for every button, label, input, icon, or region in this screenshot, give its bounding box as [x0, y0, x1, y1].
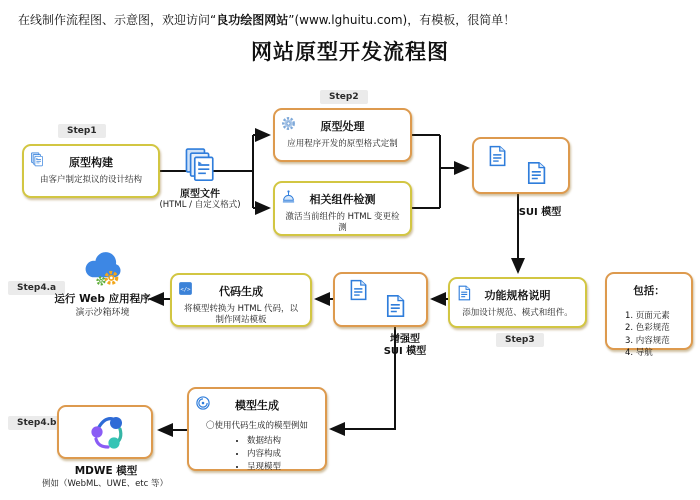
includes-box	[605, 272, 693, 358]
includes-list	[607, 310, 691, 359]
prototype-process-subtitle: 应用程序开发的原型格式定制	[287, 139, 398, 149]
model-gen-item: • 数据结构	[247, 435, 281, 448]
radar-icon	[281, 189, 296, 204]
prototype-process-box	[273, 108, 412, 162]
sui-model-label: SUI 模型	[518, 207, 562, 218]
includes-item: 2. 色彩规范	[625, 323, 670, 334]
prototype-file-label: 原型文件	[180, 189, 220, 200]
banner-suffix: ”(www.lghuitu.com)，有模板，很简单！	[288, 13, 516, 27]
model-gen-item: • 呈现模型	[247, 461, 281, 474]
component-detect-subtitle: 激活当前组件的 HTML 变更检测	[285, 212, 400, 234]
enhanced-sui-label	[365, 334, 445, 358]
code-gen-title: 代码生成	[219, 285, 263, 298]
sui-model-box	[472, 137, 570, 194]
model-gen-box	[187, 387, 327, 471]
mdwe-title: MDWE 模型	[74, 465, 138, 477]
component-detect-title: 相关组件检测	[309, 193, 376, 206]
includes-item: 3. 内容规范	[625, 335, 670, 346]
cloud-gears-icon	[82, 252, 126, 289]
document-icon	[486, 145, 508, 167]
documents-icon	[30, 152, 45, 167]
promo-banner	[18, 11, 515, 28]
component-detect-box	[273, 181, 412, 236]
gear-icon	[281, 116, 296, 131]
prototype-process-title: 原型处理	[320, 120, 365, 133]
mdwe-subtitle: 例如（WebML、UWE、etc 等）	[41, 479, 169, 489]
run-web-title: 运行 Web 应用程序	[54, 293, 151, 305]
banner-prefix: 在线制作流程图、示意图，欢迎访问“	[18, 13, 217, 27]
run-web-subtitle: 演示沙箱环境	[75, 308, 130, 318]
page-title: 网站原型开发流程图	[251, 40, 449, 64]
document-icon	[456, 285, 472, 301]
mdwe-box	[57, 405, 153, 459]
model-gen-intro: 〇使用代码生成的模型例如	[205, 421, 308, 431]
step3-badge: Step3	[496, 333, 544, 347]
prototype-file-sublabel: (HTML / 自定义格式)	[159, 200, 241, 210]
includes-title: 包括：	[633, 285, 665, 297]
func-spec-subtitle: 添加设计规范、模式和组件。	[462, 308, 573, 318]
step4a-badge: Step4.a	[8, 281, 65, 295]
prototype-build-box	[22, 144, 160, 198]
enhanced-sui-label-line1: 增强型	[390, 334, 420, 345]
code-icon	[178, 281, 193, 296]
enhanced-sui-box	[333, 272, 428, 327]
code-gen-subtitle: 将模型转换为 HTML 代码，以制作网站模板	[183, 304, 299, 326]
func-spec-title: 功能规格说明	[484, 289, 551, 302]
banner-brand: 良功绘图网站	[216, 13, 289, 27]
model-gen-list	[233, 435, 281, 473]
step1-badge: Step1	[58, 124, 106, 138]
includes-item: 4. 导航	[625, 347, 653, 358]
document-icon	[524, 161, 548, 185]
model-network-icon	[85, 410, 129, 454]
prototype-build-title: 原型构建	[69, 156, 113, 169]
step4b-badge: Step4.b	[8, 416, 65, 430]
code-gen-box	[170, 273, 312, 327]
includes-item: 1. 页面元素	[625, 311, 670, 321]
enhanced-sui-label-line2: SUI 模型	[383, 346, 427, 357]
func-spec-box	[448, 277, 587, 328]
model-gen-item: • 内容构成	[247, 448, 281, 461]
spiral-icon	[195, 395, 211, 411]
prototype-build-subtitle: 由客户制定拟议的设计结构	[39, 175, 142, 185]
step2-badge: Step2	[320, 90, 368, 104]
document-icon	[347, 279, 369, 301]
document-icon	[383, 294, 407, 318]
model-gen-title: 模型生成	[235, 399, 279, 412]
file-stack-icon	[183, 146, 219, 184]
